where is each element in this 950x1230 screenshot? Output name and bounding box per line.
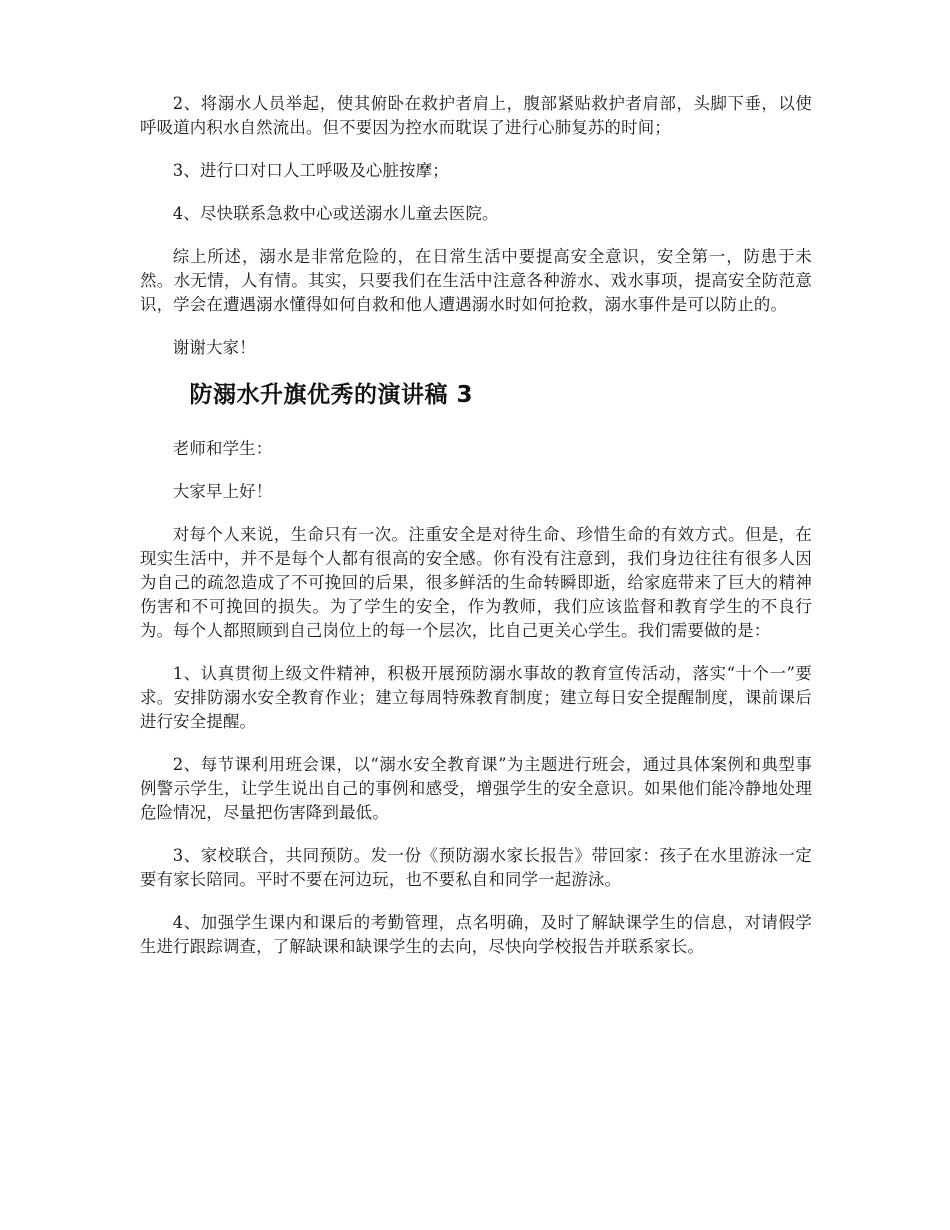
paragraph-point-1: 1、认真贯彻上级文件精神，积极开展预防溺水事故的教育宣传活动，落实“十个一”要求。安排防溺水安全教育作业；建立每周特殊教育制度；建立每日安全提醒制度，课前课后进行安全提醒。 xyxy=(140,664,812,731)
paragraph-salutation: 老师和学生： xyxy=(172,439,273,458)
paragraph-step-3: 3、进行口对口人工呼吸及心脏按摩； xyxy=(172,161,449,180)
document-page xyxy=(140,92,812,978)
paragraph-greeting: 大家早上好！ xyxy=(172,482,273,501)
paragraph-summary: 综上所述，溺水是非常危险的，在日常生活中要提高安全意识，安全第一，防患于未然。水无情，人有情。其实，只要我们在生活中注意各种游水、戏水事项，提高安全防范意识，学会在遭遇溺水懂得如何自救和他人遭遇溺水时如何抢救，溺水事件是可以防止的。 xyxy=(140,247,812,314)
paragraph-point-2: 2、每节课利用班会课，以“溺水安全教育课”为主题进行班会，通过具体案例和典型事例警示学生，让学生说出自己的事例和感受，增强学生的安全意识。如果他们能冷静地处理危险情况，尽量把伤害降到最低。 xyxy=(140,755,812,822)
paragraph-point-3: 3、家校联合，共同预防。发一份《预防溺水家长报告》带回家：孩子在水里游泳一定要有家长陪同。平时不要在河边玩，也不要私自和同学一起游泳。 xyxy=(140,846,812,889)
paragraph-step-4: 4、尽快联系急救中心或送溺水儿童去医院。 xyxy=(172,204,499,223)
paragraph-intro: 对每个人来说，生命只有一次。注重安全是对待生命、珍惜生命的有效方式。但是，在现实生活中，并不是每个人都有很高的安全感。你有没有注意到，我们身边往往有很多人因为自己的疏忽造成了不可挽回的后果，很多鲜活的生命转瞬即逝，给家庭带来了巨大的精神伤害和不可挽回的损失。为了学生的安全，作为教师，我们应该监督和教育学生的不良行为。每个人都照顾到自己岗位上的每一个层次，比自己更关心学生。我们需要做的是： xyxy=(140,525,812,640)
paragraph-thanks: 谢谢大家！ xyxy=(172,338,256,357)
section-heading: 防溺水升旗优秀的演讲稿 3 xyxy=(189,382,473,408)
paragraph-step-2: 2、将溺水人员举起，使其俯卧在救护者肩上，腹部紧贴救护者肩部，头脚下垂，以使呼吸道内积水自然流出。但不要因为控水而耽误了进行心肺复苏的时间； xyxy=(140,94,812,137)
paragraph-point-4: 4、加强学生课内和课后的考勤管理，点名明确，及时了解缺课学生的信息，对请假学生进行跟踪调查，了解缺课和缺课学生的去向，尽快向学校报告并联系家长。 xyxy=(140,913,812,956)
